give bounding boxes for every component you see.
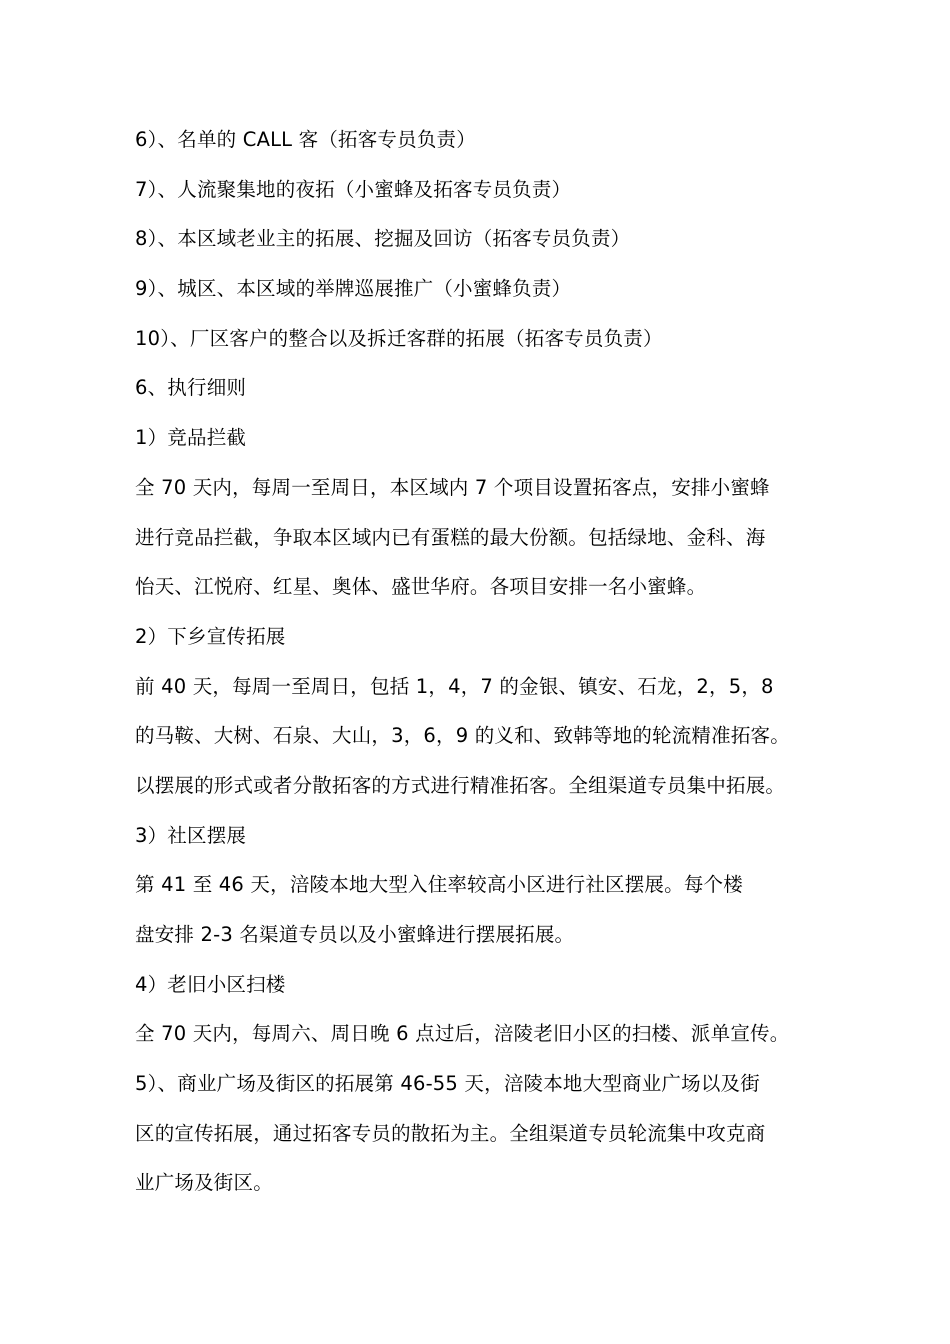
text-line-4: 9）、城区、本区域的举牌巡展推广（小蜜蜂负责） — [135, 277, 572, 301]
text-line-1: 6）、名单的 CALL 客（拓客专员负责） — [135, 128, 476, 151]
paragraph-line: 业广场及街区。 — [135, 1171, 273, 1195]
subheading-1: 1）竞品拦截 — [135, 426, 247, 450]
subheading-4: 4）老旧小区扫楼 — [135, 972, 286, 996]
paragraph-line: 区的宣传拓展，通过拓客专员的散拓为主。全组渠道专员轮流集中攻克商 — [135, 1121, 766, 1145]
document-body — [135, 122, 855, 1215]
section-heading: 6、执行细则 — [135, 376, 247, 400]
paragraph-line: 以摆展的形式或者分散拓客的方式进行精准拓客。全组渠道专员集中拓展。 — [135, 773, 786, 797]
paragraph-line: 全 70 天内，每周六、周日晚 6 点过后，涪陵老旧小区的扫楼、派单宣传。 — [135, 1022, 790, 1046]
paragraph-line: 进行竞品拦截，争取本区域内已有蛋糕的最大份额。包括绿地、金科、海 — [135, 525, 766, 549]
text-line-3: 8）、本区域老业主的拓展、挖掘及回访（拓客专员负责） — [135, 227, 631, 251]
paragraph-line: 5）、商业广场及街区的拓展第 46-55 天，涪陵本地大型商业广场以及街 — [135, 1072, 760, 1096]
paragraph-line: 怡天、江悦府、红星、奥体、盛世华府。各项目安排一名小蜜蜂。 — [135, 575, 707, 599]
text-line-5: 10）、厂区客户的整合以及拆迁客群的拓展（拓客专员负责） — [135, 326, 663, 350]
paragraph-line: 全 70 天内，每周一至周日，本区域内 7 个项目设置拓客点，安排小蜜蜂 — [135, 475, 770, 499]
paragraph-line: 盘安排 2-3 名渠道专员以及小蜜蜂进行摆展拓展。 — [135, 923, 575, 946]
paragraph-line: 第 41 至 46 天，涪陵本地大型入住率较高小区进行社区摆展。每个楼 — [135, 873, 743, 897]
text-line-2: 7）、人流聚集地的夜拓（小蜜蜂及拓客专员负责） — [135, 177, 572, 201]
subheading-3: 3）社区摆展 — [135, 823, 247, 847]
paragraph-line: 前 40 天，每周一至周日，包括 1，4，7 的金银、镇安、石龙，2，5，8 — [135, 674, 774, 698]
subheading-2: 2）下乡宣传拓展 — [135, 624, 286, 648]
paragraph-line: 的马鞍、大树、石泉、大山，3，6，9 的义和、致韩等地的轮流精准拓客。 — [135, 724, 790, 748]
